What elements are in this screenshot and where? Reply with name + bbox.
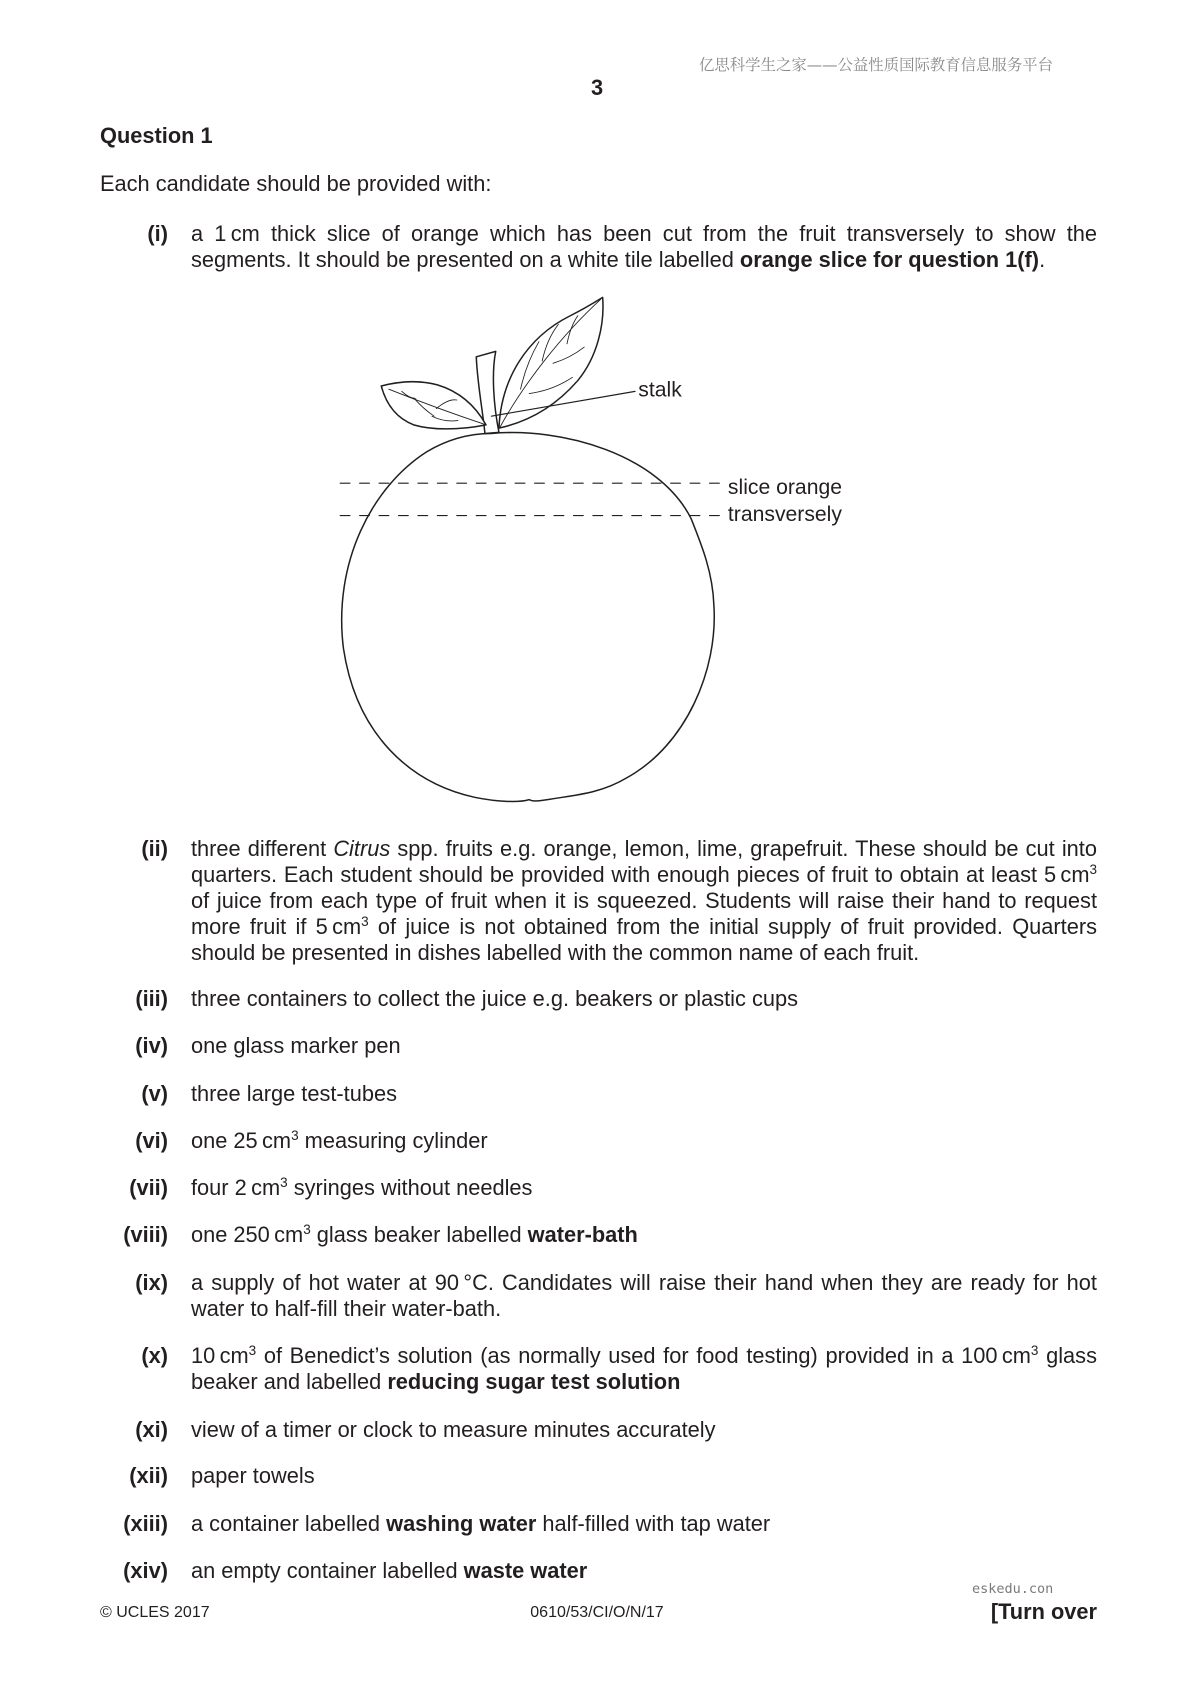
item-text-part: four 2 cm: [191, 1175, 281, 1200]
item-text-part: one 250 cm: [191, 1222, 304, 1247]
item-text-part: of Benedict’s solution (as normally used for food testing) provided in a 100 cm: [256, 1343, 1031, 1368]
item-text-part: three containers to collect the juice e.g. beakers or plastic cups: [191, 986, 799, 1011]
bold-term: washing water: [386, 1511, 537, 1536]
item-text-part: glass beaker and labelled: [191, 1343, 1097, 1394]
item-text-part: 10 cm: [191, 1343, 249, 1368]
item-text: [191, 1222, 1097, 1248]
bold-term: reducing sugar test solution: [387, 1369, 681, 1394]
item-label: (iii): [135, 986, 168, 1011]
item-label: (ii): [141, 836, 168, 861]
item-label: (viii): [123, 1222, 168, 1247]
item-text-part: .: [1039, 247, 1046, 272]
superscript: 3: [361, 914, 369, 930]
item-label: (xii): [129, 1463, 168, 1488]
superscript: 3: [1089, 862, 1097, 878]
question-title: Question 1: [100, 123, 213, 148]
watermark-footer: eskedu.con: [972, 1581, 1054, 1597]
superscript: 3: [291, 1128, 299, 1144]
orange-outline: [342, 432, 715, 801]
item-label: (xiii): [123, 1511, 168, 1536]
item-text: [191, 836, 1097, 966]
item-label: (vi): [135, 1128, 168, 1153]
item-text: [191, 1558, 1097, 1584]
item-label: (iv): [135, 1033, 168, 1058]
right-leaf: [499, 297, 603, 428]
item-text-part: spp. fruits e.g. orange, lemon, lime, grapefruit. These should be cut into quarters. Each student should be provided with enough pieces of fruit to obtain at least 5 cm: [191, 836, 1097, 887]
item-label: (v): [141, 1081, 168, 1106]
item-text: [191, 1417, 1097, 1443]
orange-diagram: [324, 292, 886, 816]
bold-term: waste water: [463, 1558, 588, 1583]
item-text-part: of juice from each type of fruit when it is squeezed. Students will raise their hand to request more fruit if 5 cm: [191, 888, 1097, 939]
item-label: (xi): [135, 1417, 168, 1442]
item-text: [191, 221, 1097, 273]
item-label: (xiv): [123, 1558, 168, 1583]
superscript: 3: [303, 1222, 311, 1238]
superscript: 3: [1030, 1343, 1039, 1359]
item-label: (x): [141, 1343, 168, 1368]
item-label: (i): [147, 221, 168, 246]
item-text: [191, 1175, 1097, 1201]
item-text-part: three different: [191, 836, 334, 861]
item-text: [191, 1270, 1097, 1322]
item-text: [191, 1128, 1097, 1154]
copyright-notice: © UCLES 2017: [100, 1604, 210, 1621]
superscript: 3: [280, 1175, 288, 1191]
item-text-part: a container labelled: [191, 1511, 387, 1536]
slice-label-line1: slice orange: [727, 475, 842, 499]
item-text-part: an empty container labelled: [191, 1558, 464, 1583]
intro-text: Each candidate should be provided with:: [100, 171, 492, 196]
item-text-part: of juice is not obtained from the initial supply of fruit provided. Quarters should be presented in dishes labelled with the common name of each fruit.: [191, 914, 1097, 965]
turn-over-note: [Turn over: [990, 1599, 1097, 1624]
item-text-part: one 25 cm: [191, 1128, 292, 1153]
item-text-part: paper towels: [191, 1463, 315, 1488]
item-label: (ix): [135, 1270, 168, 1295]
item-text: [191, 1511, 1097, 1537]
item-text: [191, 1463, 1097, 1489]
bold-term: orange slice for question 1(f): [739, 247, 1040, 272]
item-text-part: three large test-tubes: [191, 1081, 397, 1106]
item-text-part: view of a timer or clock to measure minutes accurately: [191, 1417, 716, 1442]
item-text: [191, 986, 1097, 1012]
paper-code: 0610/53/CI/O/N/17: [530, 1604, 664, 1621]
item-text-part: one glass marker pen: [191, 1033, 401, 1058]
item-text: [191, 1033, 1097, 1059]
watermark-header: 亿思科学生之家——公益性质国际教育信息服务平台: [699, 56, 1053, 74]
item-text-part: syringes without needles: [287, 1175, 533, 1200]
item-text-part: a supply of hot water at 90 °C. Candidates will raise their hand when they are ready for hot water to half-fill their water-bath.: [191, 1270, 1097, 1321]
superscript: 3: [248, 1343, 257, 1359]
item-text-part: glass beaker labelled: [310, 1222, 528, 1247]
stalk-label: stalk: [638, 378, 682, 402]
slice-label-line2: transversely: [727, 502, 842, 526]
italic-term: Citrus: [333, 836, 391, 861]
item-text-part: a 1 cm thick slice of orange which has been cut from the fruit transversely to show the segments. It should be presented on a white tile labelled: [191, 221, 1097, 272]
item-text: [191, 1343, 1097, 1395]
item-label: (vii): [129, 1175, 168, 1200]
item-text-part: measuring cylinder: [298, 1128, 488, 1153]
bold-term: water-bath: [527, 1222, 638, 1247]
item-text-part: half-filled with tap water: [536, 1511, 771, 1536]
page-number: 3: [590, 75, 604, 100]
left-leaf: [381, 381, 486, 428]
item-text: [191, 1081, 1097, 1107]
